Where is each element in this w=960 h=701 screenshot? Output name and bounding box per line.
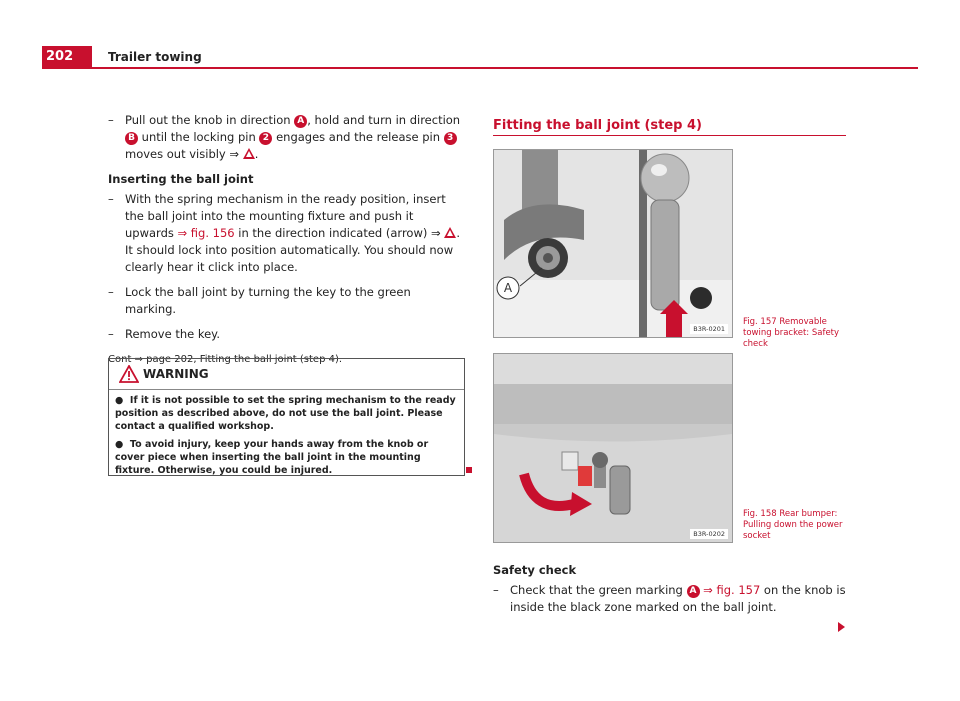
figure-158-caption: Fig. 158 Rear bumper: Pulling down the power socket	[743, 509, 843, 541]
step-text: in the direction indicated (arrow) ⇒	[234, 226, 445, 240]
warning-ref-icon[interactable]	[444, 227, 456, 238]
continue-arrow-icon[interactable]	[838, 622, 845, 632]
figure-157-image	[493, 149, 733, 338]
fig-156-link[interactable]: ⇒ fig. 156	[177, 226, 235, 240]
bullet: ●	[115, 395, 124, 406]
bullet: ●	[115, 439, 124, 450]
warning-triangle-icon	[119, 365, 139, 383]
figure-label-a: A	[503, 281, 513, 295]
step-pull-knob	[108, 112, 465, 163]
page-header-title: Trailer towing	[108, 50, 202, 64]
warning-header	[109, 359, 464, 390]
step-lock-ball-joint	[108, 284, 465, 318]
warning-item	[115, 438, 458, 477]
rear-bumper-illustration	[494, 354, 732, 542]
marker-badge-a: A	[687, 585, 700, 598]
step-text: engages and the release pin	[272, 130, 444, 144]
section-title: Fitting the ball joint (step 4)	[493, 118, 703, 133]
step-text: Lock the ball joint by turning the key to the green marking.	[125, 285, 411, 316]
step-text: moves out visibly ⇒	[125, 147, 243, 161]
step-check-green-marking	[493, 582, 848, 616]
figure-158-image	[493, 353, 733, 543]
warning-item-text: If it is not possible to set the spring mechanism to the ready position as described above, do not use the ball joint. Please contact a qualified workshop.	[115, 395, 456, 432]
step-dash: –	[108, 327, 114, 341]
step-text: on the knob is inside the black zone marked on the ball joint.	[510, 583, 846, 614]
figure-code: B3R-0201	[690, 324, 728, 334]
safety-check-section	[493, 558, 848, 624]
step-text: . It should lock into position automatically. You should now clearly hear it click into place.	[125, 226, 460, 274]
step-text: Check that the green marking	[510, 583, 687, 597]
marker-badge-b: B	[125, 132, 138, 145]
subheading-inserting: Inserting the ball joint	[108, 172, 254, 186]
step-dash: –	[493, 583, 499, 597]
step-text: until the locking pin	[138, 130, 260, 144]
warning-item	[115, 394, 458, 433]
warning-body	[109, 390, 464, 486]
warning-label: WARNING	[143, 367, 209, 381]
step-text: .	[254, 147, 259, 161]
section-end-marker	[466, 467, 472, 473]
warning-item-text: To avoid injury, keep your hands away from the knob or cover piece when inserting the ball joint in the mounting fixture. Otherwise, you could be injured.	[115, 439, 429, 476]
step-remove-key	[108, 326, 465, 343]
figure-157-caption: Fig. 157 Removable towing bracket: Safety check	[743, 317, 840, 349]
warning-ref-icon[interactable]	[243, 148, 255, 159]
marker-badge-a: A	[294, 115, 307, 128]
step-insert-ball-joint	[108, 191, 465, 276]
step-dash: –	[108, 113, 114, 127]
left-column	[108, 112, 465, 368]
step-text: , hold and turn in direction	[307, 113, 461, 127]
marker-badge-2: 2	[259, 132, 272, 145]
step-text: With the spring mechanism in the ready position, insert the ball joint into the mounting fixture and push it upwards	[125, 192, 446, 240]
step-text: Remove the key.	[125, 327, 220, 341]
subheading-safety-check: Safety check	[493, 563, 577, 577]
section-rule	[493, 135, 846, 136]
tow-bracket-illustration	[494, 150, 732, 337]
warning-box	[108, 358, 465, 476]
continue-reference[interactable]: Cont ⇒ page 202, Fitting the ball joint (step 4).	[108, 354, 343, 365]
page-number: 202	[42, 46, 92, 68]
step-dash: –	[108, 285, 114, 299]
figure-code: B3R-0202	[690, 529, 728, 539]
step-text: Pull out the knob in direction	[125, 113, 295, 127]
fig-157-link[interactable]: ⇒ fig. 157	[699, 583, 761, 597]
marker-badge-3: 3	[444, 132, 457, 145]
header-rule	[42, 67, 918, 69]
step-dash: –	[108, 192, 114, 206]
